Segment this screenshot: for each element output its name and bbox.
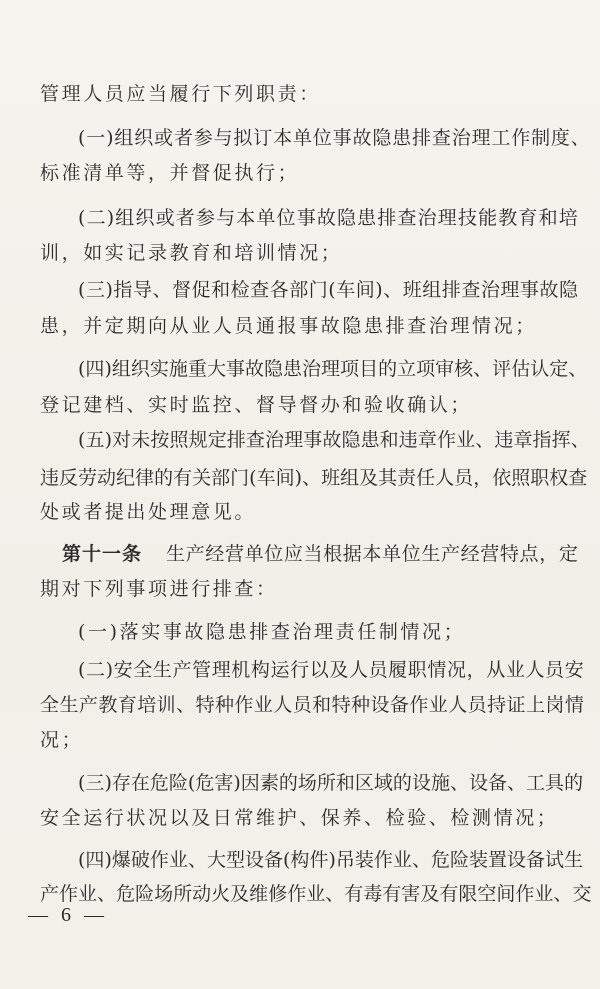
text-line: 患，并定期向从业人员通报事故隐患排查治理情况； <box>40 315 537 337</box>
text-line: 训，如实记录教育和培训情况； <box>40 242 343 264</box>
text-line: 安全运行状况以及日常维护、保养、检验、检测情况； <box>40 807 559 829</box>
text-line: 管理人员应当履行下列职责： <box>40 83 321 105</box>
text-line: ( 一 ) 组 织 或 者 参 与 拟 订 本 单 位 事 故 隐 患 排 查 治 理 工 作 制 度 、 <box>78 127 590 149</box>
text-line: ( 四 ) 爆 破 作 业 、 大 型 设 备 ( 构 件 ) 吊 装 作 业 、 危 险 装 置 设 备 试 生 <box>78 849 584 871</box>
text-line: ( 三 ) 存 在 危 险 ( 危 害 ) 因 素 的 场 所 和 区 域 的 设 施 、 设 备 、 工 具 的 <box>78 772 584 794</box>
text-line: ( 四 ) 组 织 实 施 重 大 事 故 隐 患 治 理 项 目 的 立 项 审 核 、 评 估 认 定 、 <box>78 358 588 380</box>
text-line: 况； <box>40 729 84 751</box>
page-number: — 6 — <box>28 904 108 926</box>
text-line: ( 二 ) 组 织 或 者 参 与 本 单 位 事 故 隐 患 排 查 治 理 技 能 教 育 和 培 <box>78 207 578 229</box>
text-line: 产 作 业 、 危 险 场 所 动 火 及 维 修 作 业 、 有 毒 有 害 及 有 限 空 间 作 业 、 交 <box>40 883 592 905</box>
text-line: ( 三 ) 指 导 、 督 促 和 检 查 各 部 门 ( 车 间 ) 、 班 组 排 查 治 理 事 故 隐 <box>78 279 578 301</box>
text-line: ( 五 ) 对 未 按 照 规 定 排 查 治 理 事 故 隐 患 和 违 章 作 业 、 违 章 指 挥 、 <box>78 429 590 451</box>
text-line: 处或者提出处理意见。 <box>40 501 257 523</box>
text-line: 违 反 劳 动 纪 律 的 有 关 部 门 ( 车 间 ) 、 班 组 及 其 责 任 人 员 ， 依 照 职 权 查 <box>40 467 588 489</box>
text-line: 全 生 产 教 育 培 训 、 特 种 作 业 人 员 和 特 种 设 备 作 业 人 员 持 证 上 岗 情 <box>40 694 584 716</box>
article-11-line <box>62 542 578 566</box>
text-line: 生 产 经 营 单 位 应 当 根 据 本 单 位 生 产 经 营 特 点 ， 定 <box>166 543 578 565</box>
text-line: (一)落实事故隐患排查治理责任制情况； <box>78 621 466 643</box>
text-line: 登记建档、实时监控、督导督办和验收确认； <box>40 394 473 416</box>
text-line: ( 二 ) 安 全 生 产 管 理 机 构 运 行 以 及 人 员 履 职 情 况 ， 从 业 人 员 安 <box>78 659 584 681</box>
article-heading: 第十一条 <box>62 543 143 565</box>
text-line: 标准清单等，并督促执行； <box>40 162 300 184</box>
text-line: 期对下列事项进行排查： <box>40 578 278 600</box>
